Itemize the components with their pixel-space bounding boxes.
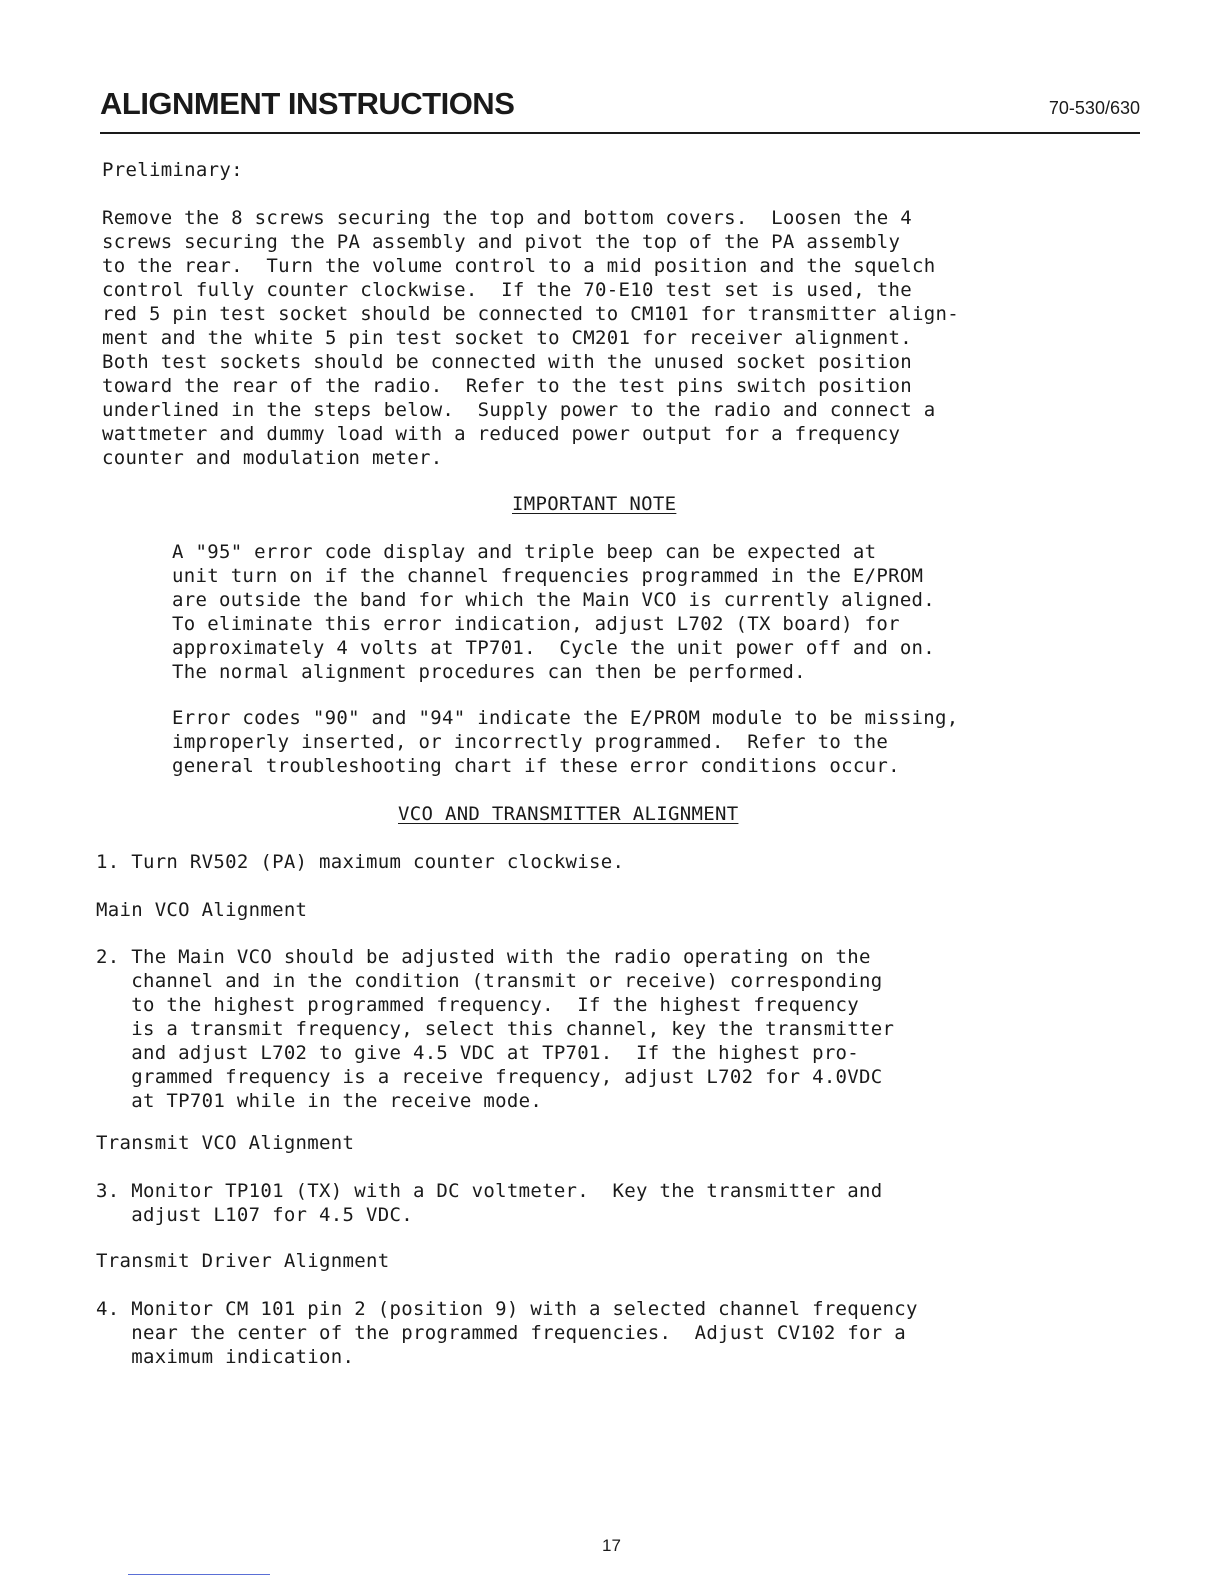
document-number: 70-530/630 [1048,98,1140,118]
footer-line [128,1574,270,1575]
preliminary-body: Remove the 8 screws securing the top and bottom covers. Loosen the 4 screws securing the PA assembly and pivot the top of the PA assembly to the rear. Turn the volume control to a mid position and the squelch control fully counter clockwise. If the 70-E10 test set is used, the red 5 pin test socket should be connected to CM101 for transmitter align- ment and the white 5 pin test socket to CM201 for receiver alignment. Both test sockets should be connected with the unused socket position toward the rear of the radio. Refer to the test pins switch position underlined in the steps below. Supply power to the radio and connect a wattmeter and dummy load with a reduced power output for a frequency counter and modulation meter. [102,207,959,469]
important-note-paragraph-1: A "95" error code display and triple beep can be expected at unit turn on if the channel frequencies programmed in the E/PROM are outside the band for which the Main VCO is currently aligned. To eliminate this error indication, adjust L702 (TX board) for approximately 4 volts at TP701. Cycle the unit power off and on. The normal alignment procedures can then be performed. [172,541,936,683]
transmit-driver-alignment-label: Transmit Driver Alignment [96,1250,390,1272]
step-2: 2. The Main VCO should be adjusted with the radio operating on the channel and in the condition (transmit or receive) corresponding to the highest programmed frequency. If the highest frequency is a transmit frequency, select this channel, key the transmitter and adjust L702 to give 4.5 VDC at TP701. If the highest pro- grammed frequency is a receive frequency, adjust L702 for 4.0VDC at TP701 while in the receive mode. [96,946,895,1112]
page-number: 17 [602,1536,621,1555]
important-note-paragraph-2: Error codes "90" and "94" indicate the E/PROM module to be missing, improperly inserted, or incorrectly programmed. Refer to the general troubleshooting chart if these error conditions occur. [172,707,959,777]
transmit-vco-alignment-label: Transmit VCO Alignment [96,1132,355,1154]
main-vco-alignment-label: Main VCO Alignment [96,899,308,921]
step-3: 3. Monitor TP101 (TX) with a DC voltmeter. Key the transmitter and adjust L107 for 4.5 VDC. [96,1180,883,1226]
preliminary-label: Preliminary: [102,159,243,181]
vco-transmitter-alignment-heading: VCO AND TRANSMITTER ALIGNMENT [398,803,739,825]
step-1: 1. Turn RV502 (PA) maximum counter clockwise. [96,851,625,873]
step-4: 4. Monitor CM 101 pin 2 (position 9) with a selected channel frequency near the center of the programmed frequencies. Adjust CV102 for a maximum indication. [96,1298,918,1368]
header-rule [100,132,1140,134]
page-header [100,84,1140,124]
important-note-heading: IMPORTANT NOTE [512,493,677,515]
page-title: ALIGNMENT INSTRUCTIONS [100,86,515,121]
